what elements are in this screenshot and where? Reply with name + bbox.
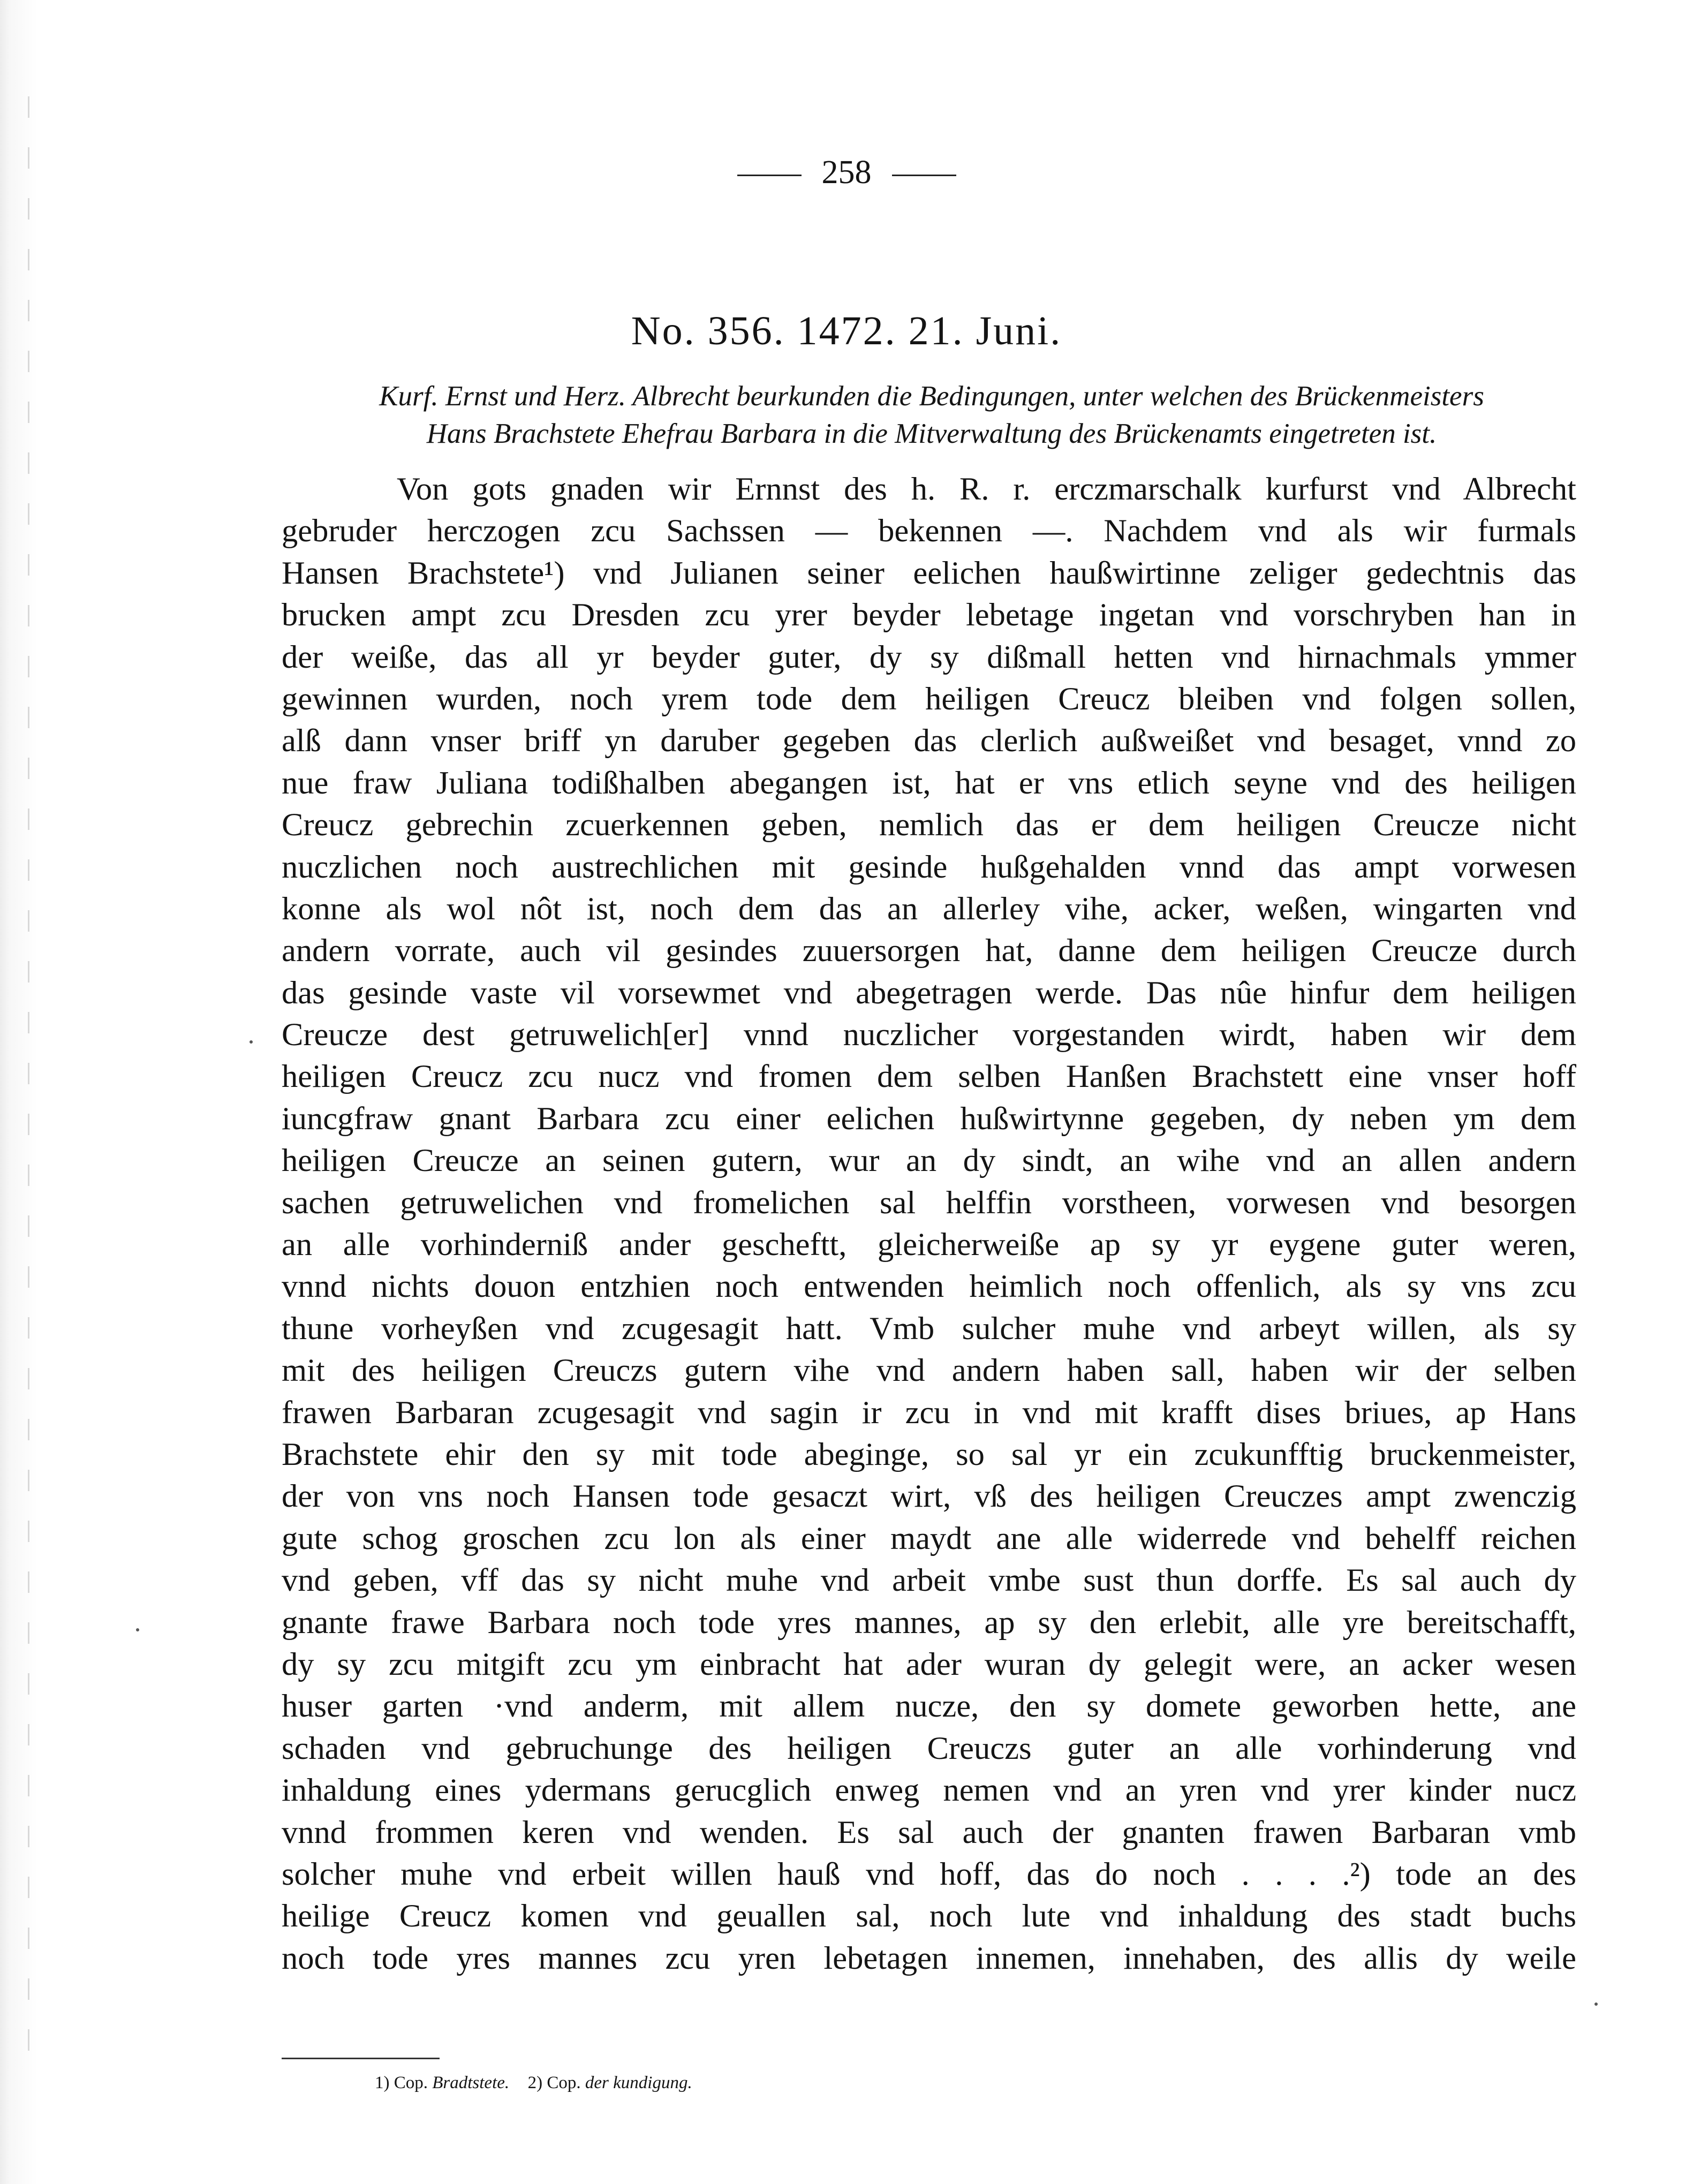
body-line: Brachstete ehir den sy mit tode abeginge, so sal yr ein zcukunfftig bruckenmeister, [282,1436,1576,1472]
body-line: alß dann vnser briff yn daruber gegeben das clerlich außweißet vnd besaget, vnnd zo [282,723,1576,759]
body-line: frawen Barbaran zcugesagit vnd sagin ir zcu in vnd mit krafft dises briues, ap Hans [282,1394,1576,1431]
margin-mark [1594,2002,1598,2006]
margin-mark [250,1040,253,1044]
footnotes [375,2071,692,2095]
summary-line: Hans Brachstete Ehefrau Barbara in die Mitverwaltung des Brückenamts eingetreten ist. [426,418,1437,449]
body-line: huser garten ·vnd anderm, mit allem nucze, den sy domete geworben hette, ane [282,1688,1576,1725]
margin-mark [136,1628,139,1631]
body-line: heiligen Creucze an seinen gutern, wur an dy sindt, an wihe vnd an allen andern [282,1143,1576,1179]
body-line: brucken ampt zcu Dresden zcu yrer beyder lebetage ingetan vnd vorschryben han in [282,597,1576,633]
body-line: der von vns noch Hansen tode gesaczt wirt, vß des heiligen Creuczes ampt zwenczig [282,1478,1576,1515]
footnote-2-text: der kundigung. [585,2073,692,2092]
body-line: Creucz gebrechin zcuerkennen geben, nemlich das er dem heiligen Creucze nicht [282,807,1576,843]
document-summary [278,377,1585,452]
body-line: der weiße, das all yr beyder guter, dy sy dißmall hetten vnd hirnachmals ymmer [282,639,1576,675]
body-line: gute schog groschen zcu lon als einer maydt ane alle widerrede vnd behelff reichen [282,1520,1576,1556]
body-line: Von gots gnaden wir Ernnst des h. R. r. erczmarschalk kurfurst vnd Albrecht [397,471,1576,507]
body-line: nuczlichen noch austrechlichen mit gesinde hußgehalden vnnd das ampt vorwesen [282,849,1576,885]
footnote-separator [282,2058,440,2059]
body-line: solcher muhe vnd erbeit willen hauß vnd hoff, das do noch . . . .²) tode an des [282,1856,1576,1892]
body-line: heilige Creucz komen vnd geuallen sal, noch lute vnd inhaldung des stadt buchs [282,1898,1576,1934]
body-line: inhaldung eines ydermans gerucglich enweg nemen vnd an yren vnd yrer kinder nucz [282,1772,1576,1809]
body-line: gebruder herczogen zcu Sachssen — bekennen —. Nachdem vnd als wir furmals [282,513,1576,549]
page-number-header [0,151,1693,194]
body-line: gewinnen wurden, noch yrem tode dem heiligen Creucz bleiben vnd folgen sollen, [282,681,1576,717]
body-line: Hansen Brachstete¹) vnd Julianen seiner eelichen haußwirtinne zeliger gedechtnis das [282,555,1576,591]
header-dash-left [737,175,802,176]
scan-edge-artifact [28,96,29,2077]
body-line: nue fraw Juliana todißhalben abegangen ist, hat er vns etlich seyne vnd des heiligen [282,765,1576,801]
page-number: 258 [821,154,872,191]
footnote-1-marker: 1) Cop. [375,2073,428,2092]
body-line: andern vorrate, auch vil gesindes zuuersorgen hat, danne dem heiligen Creucze durch [282,933,1576,969]
body-line: das gesinde vaste vil vorsewmet vnd abegetragen werde. Das nûe hinfur dem heiligen [282,974,1576,1011]
document-body [282,468,1576,1979]
body-line: sachen getruwelichen vnd fromelichen sal helffin vorstheen, vorwesen vnd besorgen [282,1184,1576,1221]
body-line: thune vorheyßen vnd zcugesagit hatt. Vmb sulcher muhe vnd arbeyt willen, als sy [282,1310,1576,1347]
body-line: mit des heiligen Creuczs gutern vihe vnd andern haben sall, haben wir der selben [282,1352,1576,1389]
body-line: dy sy zcu mitgift zcu ym einbracht hat ader wuran dy gelegit were, an acker wesen [282,1646,1576,1682]
header-dash-right [892,175,956,176]
body-line: vnnd nichts douon entzhien noch entwenden heimlich noch offenlich, als sy vns zcu [282,1268,1576,1305]
body-line: Creucze dest getruwelich[er] vnnd nuczlicher vorgestanden wirdt, haben wir dem [282,1017,1576,1053]
body-line: iuncgfraw gnant Barbara zcu einer eelichen hußwirtynne gegeben, dy neben ym dem [282,1100,1576,1137]
body-line: schaden vnd gebruchunge des heiligen Creuczs guter an alle vorhinderung vnd [282,1730,1576,1766]
summary-line: Kurf. Ernst und Herz. Albrecht beurkunden die Bedingungen, unter welchen des Brückenmeisters [379,381,1484,412]
body-line: konne als wol nôt ist, noch dem das an allerley vihe, acker, weßen, wingarten vnd [282,890,1576,927]
body-line: gnante frawe Barbara noch tode yres mannes, ap sy den erlebit, alle yre bereitschafft, [282,1604,1576,1641]
footnote-2-marker: 2) Cop. [527,2073,581,2092]
body-line: heiligen Creucz zcu nucz vnd fromen dem selben Hanßen Brachstett eine vnser hoff [282,1059,1576,1095]
footnote-1-text: Bradtstete. [432,2073,510,2092]
body-line: an alle vorhinderniß ander gescheftt, gleicherweiße ap sy yr eygene guter weren, [282,1227,1576,1263]
body-line: vnnd frommen keren vnd wenden. Es sal auch der gnanten frawen Barbaran vmb [282,1814,1576,1850]
document-heading: No. 356. 1472. 21. Juni. [631,308,1062,353]
body-line: vnd geben, vff das sy nicht muhe vnd arbeit vmbe sust thun dorffe. Es sal auch dy [282,1562,1576,1599]
body-line: noch tode yres mannes zcu yren lebetagen innemen, innehaben, des allis dy weile [282,1940,1576,1976]
